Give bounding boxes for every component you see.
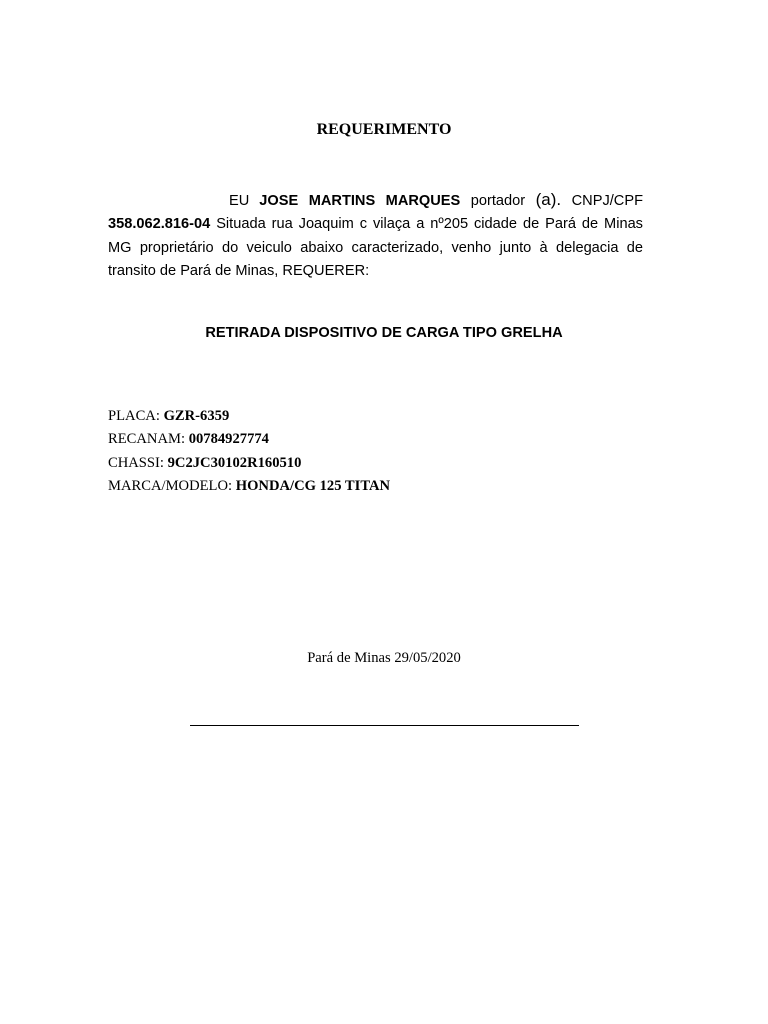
vehicle-row-marca-modelo [108,475,668,498]
vehicle-row-placa [108,405,668,428]
intro-paragraph [108,188,643,283]
vehicle-label: RECANAM: [108,431,186,448]
vehicle-details [108,405,668,498]
vehicle-value: HONDA/CG 125 TITAN [235,477,391,494]
requester-name: JOSE MARTINS MARQUES [259,193,461,209]
intro-portador: portador [470,193,526,209]
intro-a: (a). [535,190,562,209]
intro-cnpj-label: CNPJ/CPF [571,193,643,209]
vehicle-label: PLACA: [108,408,160,424]
intro-text: Situada rua Joaquim c vilaça a nº205 cidade de Pará de Minas MG proprietário do veiculo abaixo caracterizado, venho junto à delegacia de transito de Pará de Minas, REQUERER: [108,216,643,279]
vehicle-value: GZR-6359 [163,408,230,424]
requester-cpf: 358.062.816-04 [108,216,211,233]
intro-eu: EU [229,193,250,209]
vehicle-row-recanam [108,428,668,451]
vehicle-label: CHASSI: [108,454,164,471]
vehicle-value: 00784927774 [188,431,269,448]
signature-line [190,725,579,726]
vehicle-label: MARCA/MODELO: [108,477,233,494]
vehicle-row-chassi [108,452,668,475]
place-and-date: Pará de Minas 29/05/2020 [307,650,461,666]
document-title: REQUERIMENTO [316,121,452,138]
vehicle-value: 9C2JC30102R160510 [167,454,302,471]
request-subject: RETIRADA DISPOSITIVO DE CARGA TIPO GRELHA [205,325,563,341]
